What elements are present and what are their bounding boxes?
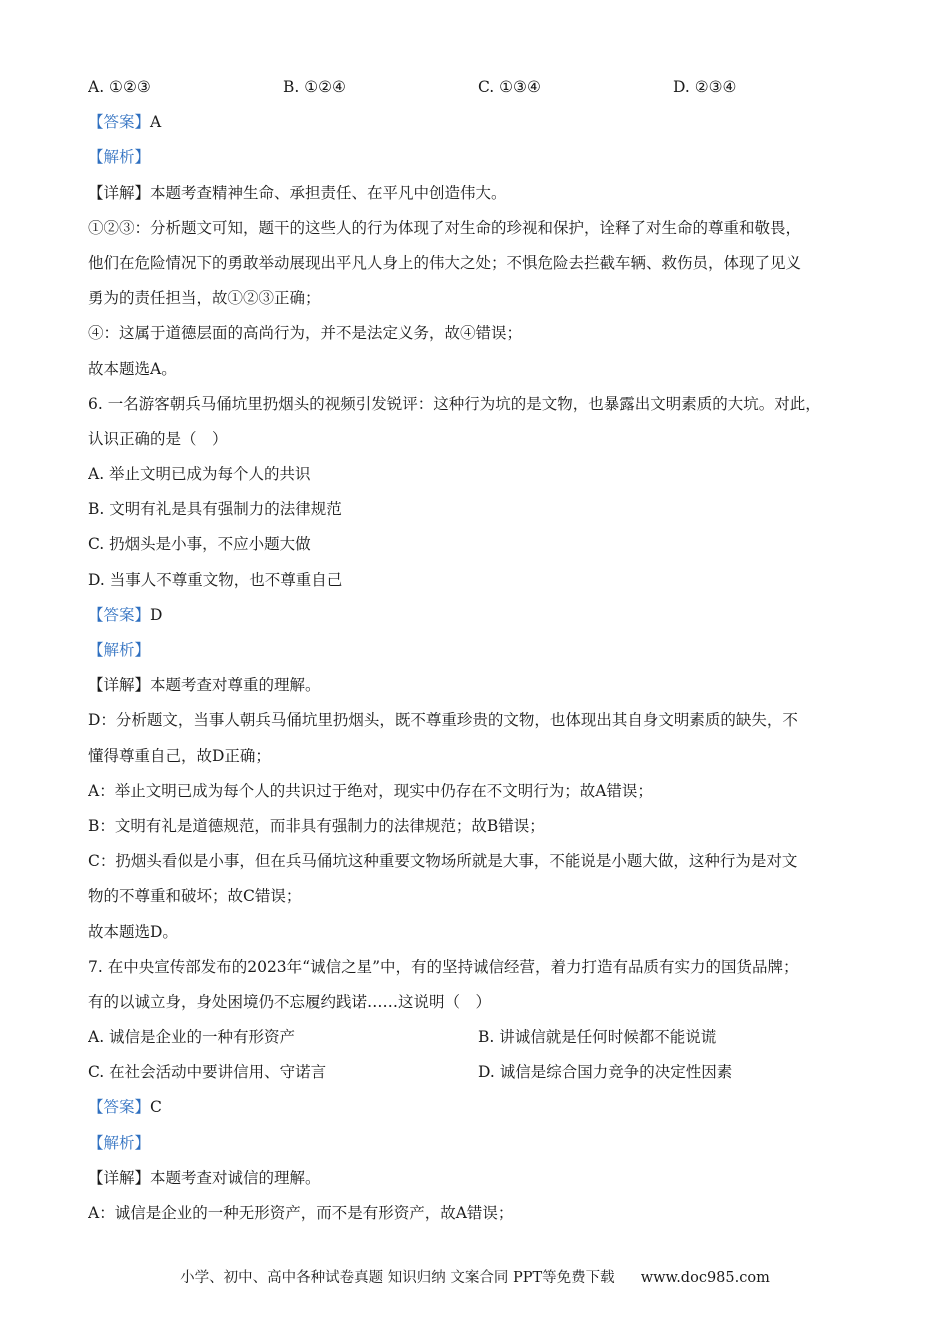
q6-option-a: A. 举止文明已成为每个人的共识 xyxy=(88,465,311,484)
q7-stem-line: 有的以诚立身，身处困境仍不忘履约践诺……这说明（ ） xyxy=(88,992,492,1011)
detail-text: 本题考查对尊重的理解。 xyxy=(150,676,321,695)
q5-option-a: A. ①②③ xyxy=(88,78,151,96)
q6-option-c: C. 扔烟头是小事，不应小题大做 xyxy=(88,535,311,554)
q6-detail-line: D：分析题文，当事人朝兵马俑坑里扔烟头，既不尊重珍贵的文物，也体现出其自身文明素质的缺失，不 xyxy=(88,711,798,730)
answer-value: C xyxy=(150,1098,162,1117)
detail-text: 本题考查对诚信的理解。 xyxy=(150,1168,321,1187)
footer-url[interactable]: www.doc985.com xyxy=(640,1270,770,1286)
q7-option-d: D. 诚信是综合国力竞争的决定性因素 xyxy=(478,1063,733,1082)
q5-option-b: B. ①②④ xyxy=(283,78,346,96)
q7-option-a: A. 诚信是企业的一种有形资产 xyxy=(88,1028,296,1047)
q5-detail-line: 故本题选A。 xyxy=(88,359,177,378)
q5-detail-line: ④：这属于道德层面的高尚行为，并不是法定义务，故④错误； xyxy=(88,324,523,343)
q7-option-b: B. 讲诚信就是任何时候都不能说谎 xyxy=(478,1028,717,1047)
answer-value: A xyxy=(150,113,162,132)
q6-stem-line: 6. 一名游客朝兵马俑坑里扔烟头的视频引发锐评：这种行为坑的是文物，也暴露出文明素质的大坑。对此， xyxy=(88,394,821,413)
q7-detail xyxy=(88,1161,868,1196)
q7-stem-line: 7. 在中央宣传部发布的2023年“诚信之星”中，有的坚持诚信经营，着力打造有品质有实力的国货品牌； xyxy=(88,957,799,976)
detail-tag: 【详解】 xyxy=(88,1168,151,1187)
q7-detail-line: A：诚信是企业的一种无形资产，而不是有形资产，故A错误； xyxy=(88,1204,514,1222)
q7-answer xyxy=(88,1090,868,1125)
q5-detail-line: 勇为的责任担当，故①②③正确； xyxy=(88,289,321,308)
q5-option-d: D. ②③④ xyxy=(673,78,737,96)
q5-detail-line: ①②③：分析题文可知，题干的这些人的行为体现了对生命的珍视和保护，诠释了对生命的尊重和敬畏， xyxy=(88,218,802,237)
q7-analysis-tag: 【解析】 xyxy=(88,1133,151,1152)
q6-detail xyxy=(88,668,868,703)
q6-detail-line: B：文明有礼是道德规范，而非具有强制力的法律规范；故B错误； xyxy=(88,816,545,835)
q5-option-c: C. ①③④ xyxy=(478,78,541,96)
q6-detail-line: A：举止文明已成为每个人的共识过于绝对，现实中仍存在不文明行为；故A错误； xyxy=(88,781,653,800)
answer-tag: 【答案】 xyxy=(88,605,151,624)
answer-value: D xyxy=(150,605,163,624)
detail-tag: 【详解】 xyxy=(88,183,151,202)
q6-answer xyxy=(88,598,868,633)
q7-options-row xyxy=(88,1020,868,1055)
q6-stem-line: 认识正确的是（ ） xyxy=(88,429,228,448)
q6-detail-line: 故本题选D。 xyxy=(88,922,178,941)
q6-detail-line: C：扔烟头看似是小事，但在兵马俑坑这种重要文物场所就是大事，不能说是小题大做，这种行为是对文 xyxy=(88,852,798,871)
page-footer xyxy=(0,1266,950,1287)
answer-tag: 【答案】 xyxy=(88,113,151,132)
q6-detail-line: 懂得尊重自己，故D正确； xyxy=(88,746,271,765)
q5-answer xyxy=(88,105,868,140)
detail-text: 本题考查精神生命、承担责任、在平凡中创造伟大。 xyxy=(150,183,507,202)
q6-analysis-tag: 【解析】 xyxy=(88,641,151,659)
q7-options-row xyxy=(88,1055,868,1090)
q6-option-d: D. 当事人不尊重文物，也不尊重自己 xyxy=(88,570,343,589)
q6-option-b: B. 文明有礼是具有强制力的法律规范 xyxy=(88,500,342,519)
q6-detail-line: 物的不尊重和破坏；故C错误； xyxy=(88,887,302,906)
q7-option-c: C. 在社会活动中要讲信用、守诺言 xyxy=(88,1063,327,1082)
detail-tag: 【详解】 xyxy=(88,676,151,695)
answer-tag: 【答案】 xyxy=(88,1098,151,1117)
q5-options xyxy=(88,70,868,105)
q5-detail-line: 他们在危险情况下的勇敢举动展现出平凡人身上的伟大之处；不惧危险去拦截车辆、救伤员，体现了见义 xyxy=(88,253,802,272)
document-body xyxy=(88,70,868,1231)
q5-analysis-tag: 【解析】 xyxy=(88,148,151,167)
footer-text: 小学、初中、高中各种试卷真题 知识归纳 文案合同 PPT等免费下载 xyxy=(180,1270,615,1286)
q5-detail xyxy=(88,176,868,211)
